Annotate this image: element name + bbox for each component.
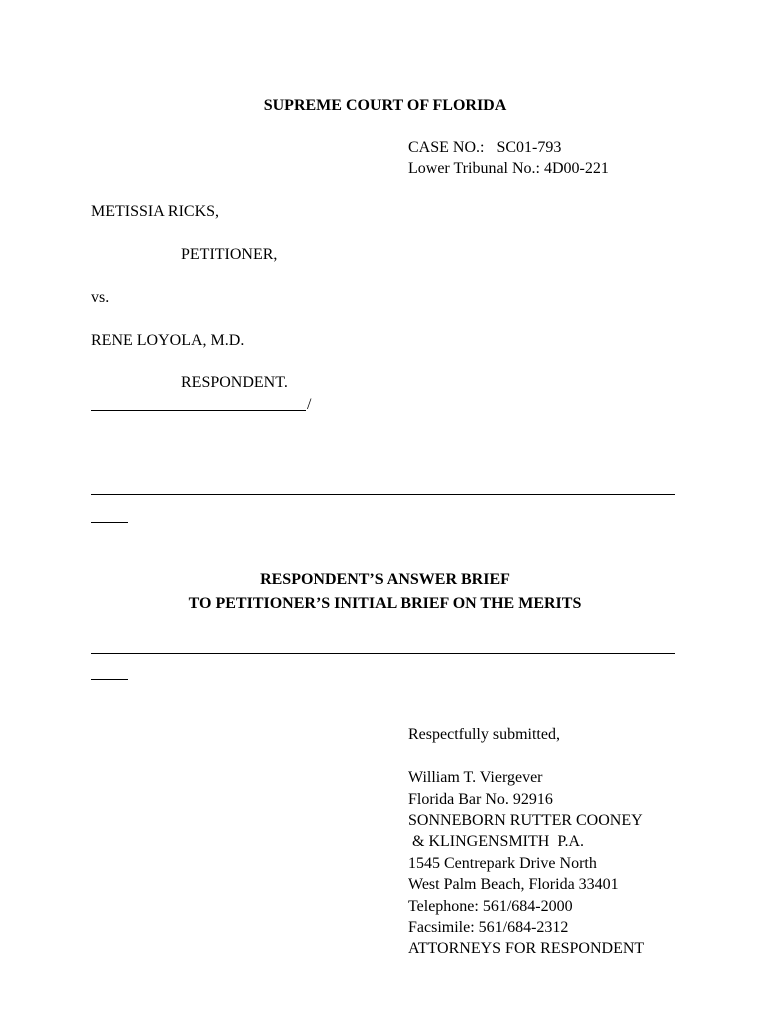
case-number: CASE NO.: SC01-793 [408, 139, 562, 156]
brief-title-line-2: TO PETITIONER’S INITIAL BRIEF ON THE MERITS [188, 595, 582, 612]
petitioner-name: METISSIA RICKS, [91, 203, 220, 220]
caption-slash: / [307, 396, 312, 413]
firm-name-line-1: SONNEBORN RUTTER COONEY [408, 812, 643, 829]
facsimile: Facsimile: 561/684-2312 [408, 919, 569, 936]
versus-label: vs. [91, 289, 110, 306]
respondent-name: RENE LOYOLA, M.D. [91, 332, 245, 349]
brief-title-line-1: RESPONDENT’S ANSWER BRIEF [260, 571, 510, 588]
lower-tribunal-number: Lower Tribunal No.: 4D00-221 [408, 160, 609, 177]
closing-line: Respectfully submitted, [408, 726, 560, 743]
telephone: Telephone: 561/684-2000 [408, 898, 573, 915]
separator-rule-bottom-continuation [91, 679, 128, 680]
respondent-role: RESPONDENT. [181, 374, 288, 391]
street-address: 1545 Centrepark Drive North [408, 855, 597, 872]
attorney-name: William T. Viergever [408, 769, 543, 786]
separator-rule-top-continuation [91, 522, 128, 523]
firm-name-line-2: & KLINGENSMITH P.A. [408, 833, 584, 850]
caption-underline [91, 410, 306, 411]
separator-rule-bottom [91, 653, 675, 654]
court-title: SUPREME COURT OF FLORIDA [263, 97, 507, 114]
bar-number: Florida Bar No. 92916 [408, 791, 553, 808]
separator-rule-top [91, 494, 675, 495]
attorneys-for-label: ATTORNEYS FOR RESPONDENT [408, 940, 645, 957]
petitioner-role: PETITIONER, [181, 246, 278, 263]
city-state-zip: West Palm Beach, Florida 33401 [408, 876, 619, 893]
